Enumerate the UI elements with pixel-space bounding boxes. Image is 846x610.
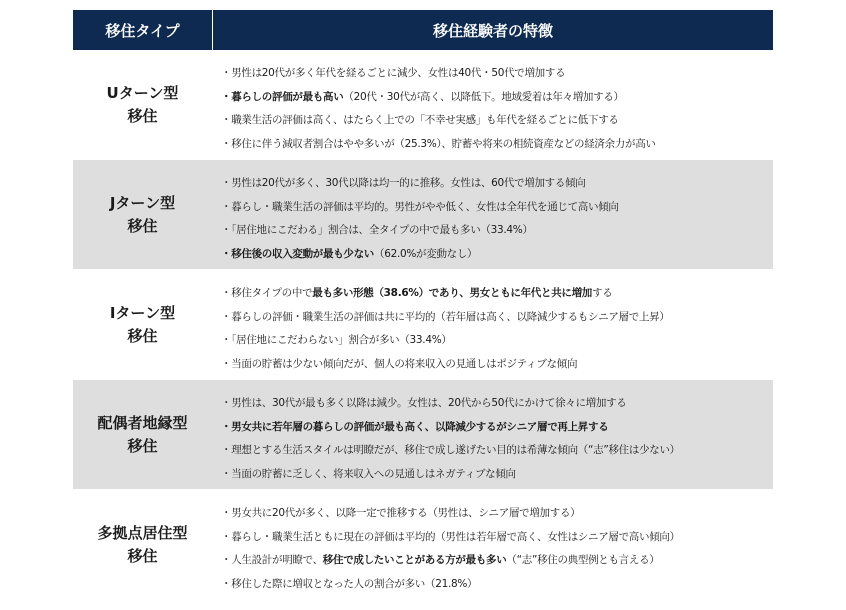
feature-text: ・人生設計が明瞭で、: [221, 554, 323, 566]
feature-text: （“志”移住の典型例とも言える）: [506, 554, 660, 566]
feature-line: [221, 502, 773, 526]
type-name: Iターン型: [109, 303, 176, 322]
feature-text: ・「居住地にこだわらない」割合が多い（33.4%）: [221, 334, 452, 346]
feature-line: [221, 109, 773, 133]
type-suffix: 移住: [127, 216, 158, 235]
type-name: Uターン型: [106, 83, 179, 102]
features-cell: [212, 270, 773, 379]
type-name: 多拠点居住型: [97, 523, 188, 542]
feature-text-bold: ・暮らしの評価が最も高い: [221, 90, 344, 103]
row-u-turn: [73, 50, 773, 160]
row-i-turn: [73, 270, 773, 380]
type-cell: [73, 490, 212, 599]
feature-line: [221, 526, 773, 550]
feature-line: [221, 196, 773, 220]
features-cell: [212, 160, 773, 269]
feature-text: ・移住に伴う減収者割合はやや多いが（25.3%）、貯蓄や将来の相続資産などの経済余力が高い: [221, 137, 656, 150]
feature-text: ・男性は、30代が最も多く以降は減少。女性は、20代から50代にかけて徐々に増加する: [221, 397, 627, 409]
feature-line: [221, 463, 773, 487]
feature-text: ・暮らし・職業生活ともに現在の評価は平均的（男性は若年層で高く、女性はシニア層で高い傾向）: [221, 530, 680, 543]
feature-text-bold: 最も多い形態（38.6%）であり、男女ともに年代と共に増加: [312, 287, 593, 299]
type-cell: [73, 50, 212, 159]
feature-line: [221, 392, 773, 416]
feature-line: [221, 416, 773, 440]
feature-text: （20代・30代が高く、以降低下。地域愛着は年々増加する）: [343, 90, 624, 103]
feature-line: [221, 573, 773, 597]
feature-text: ・「居住地にこだわる」割合は、全タイプの中で最も多い（33.4%）: [221, 224, 533, 236]
features-cell: [212, 50, 773, 159]
type-cell: [73, 270, 212, 379]
feature-text: ・理想とする生活スタイルは明瞭だが、移住で成し遂げたい目的は希薄な傾向（“志”移住は少ない）: [221, 444, 680, 456]
type-name: 配偶者地縁型: [97, 413, 188, 432]
table-header: [73, 10, 773, 50]
row-j-turn: [73, 160, 773, 270]
type-cell: [73, 380, 212, 489]
feature-line: [221, 133, 773, 157]
feature-text-bold: ・移住後の収入変動が最も少ない: [221, 247, 374, 260]
type-suffix: 移住: [127, 546, 158, 565]
type-suffix: 移住: [127, 436, 158, 455]
feature-line: [221, 353, 773, 377]
row-spouse-local: [73, 380, 773, 490]
features-cell: [212, 490, 773, 599]
feature-text: する: [592, 287, 613, 299]
feature-line: [221, 219, 773, 243]
row-multi-base: [73, 490, 773, 600]
feature-text: ・移住タイプの中で: [221, 287, 313, 299]
migration-type-table: [73, 10, 773, 600]
type-suffix: 移住: [127, 326, 158, 345]
feature-text-bold: ・男女共に若年層の暮らしの評価が最も高く、以降減少するがシニア層で再上昇する: [221, 420, 609, 433]
feature-line: [221, 282, 773, 306]
feature-text-bold: 移住で成したいことがある方が最も多い: [322, 554, 507, 566]
header-experiencer-features: 移住経験者の特徴: [432, 21, 553, 40]
feature-line: [221, 172, 773, 196]
type-name: Jターン型: [109, 193, 176, 212]
feature-line: [221, 62, 773, 86]
feature-text: ・暮らし・職業生活の評価は平均的。男性がやや低く、女性は全年代を通じて高い傾向: [221, 200, 619, 213]
feature-line: [221, 86, 773, 110]
feature-text: ・男女共に20代が多く、以降一定で推移する（男性は、シニア層で増加する）: [221, 507, 581, 519]
feature-text: ・移住した際に増収となった人の割合が多い（21.8%）: [221, 577, 478, 590]
header-migration-type: 移住タイプ: [73, 10, 213, 50]
feature-text: （62.0%が変動なし）: [374, 247, 478, 260]
type-cell: [73, 160, 212, 269]
features-cell: [212, 380, 773, 489]
feature-line: [221, 243, 773, 267]
feature-text: ・暮らしの評価・職業生活の評価は共に平均的（若年層は高く、以降減少するもシニア層で上昇）: [221, 310, 670, 323]
feature-line: [221, 306, 773, 330]
feature-line: [221, 439, 773, 463]
feature-text: ・当面の貯蓄に乏しく、将来収入への見通しはネガティブな傾向: [221, 467, 516, 480]
feature-text: ・職業生活の評価は高く、はたらく上での「不幸せ実感」も年代を経るごとに低下する: [221, 114, 619, 126]
type-suffix: 移住: [127, 106, 158, 125]
feature-text: ・男性は20代が多く、30代以降は均一的に推移。女性は、60代で増加する傾向: [221, 177, 586, 189]
feature-line: [221, 329, 773, 353]
feature-text: ・当面の貯蓄は少ない傾向だが、個人の将来収入の見通しはポジティブな傾向: [221, 357, 578, 370]
feature-text: ・男性は20代が多く年代を経るごとに減少、女性は40代・50代で増加する: [221, 67, 566, 79]
feature-line: [221, 549, 773, 573]
